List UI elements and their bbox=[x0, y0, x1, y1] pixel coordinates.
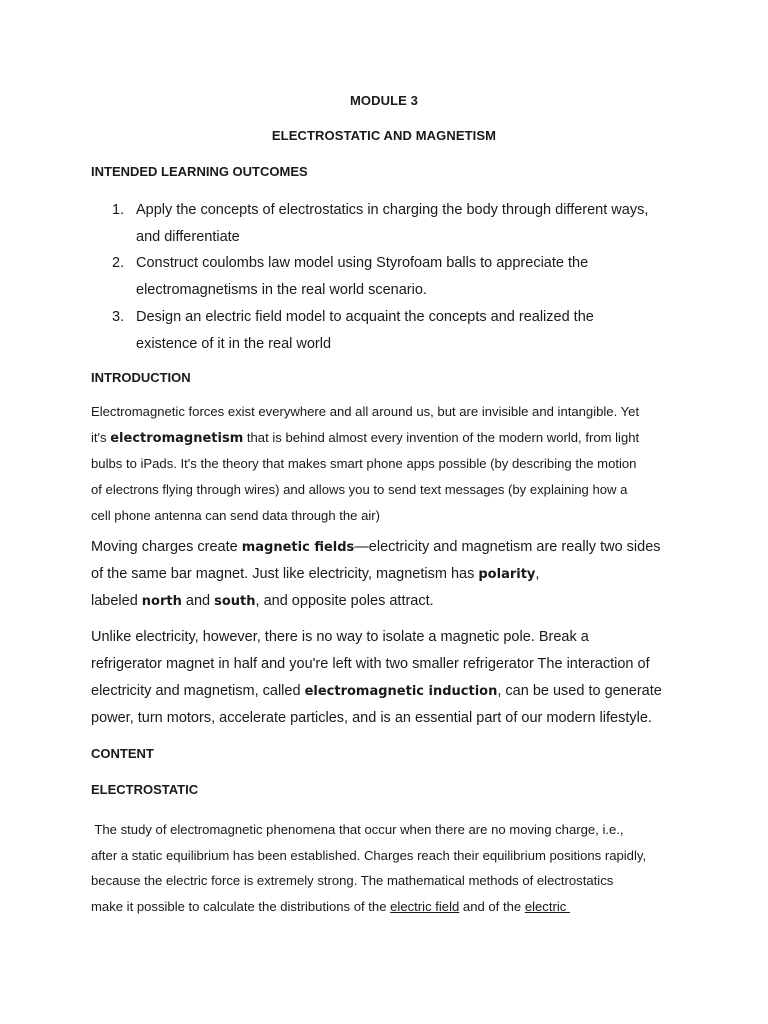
content-paragraph-1 bbox=[91, 817, 691, 920]
list-item-number: 3. bbox=[112, 308, 125, 325]
paragraph-line: of electrons flying through wires) and allows you to send text messages (by explaining how a bbox=[91, 482, 628, 498]
list-item bbox=[91, 250, 691, 303]
text-run: and bbox=[181, 593, 215, 609]
text-run: of the same bar magnet. Just like electricity, magnetism has bbox=[91, 566, 479, 582]
paragraph-line: because the electric force is extremely strong. The mathematical methods of electrostatics bbox=[91, 873, 614, 889]
emphasis-term: electromagnetic induction bbox=[304, 684, 498, 699]
paragraph-line: power, turn motors, accelerate particles, and is an essential part of our modern lifestyle. bbox=[91, 710, 652, 726]
list-item-line: and differentiate bbox=[136, 228, 240, 245]
text-run: —electricity and magnetism are really two sides bbox=[354, 539, 661, 555]
paragraph-line: bulbs to iPads. It's the theory that makes smart phone apps possible (by describing the motion bbox=[91, 456, 637, 472]
text-run: electricity and magnetism, called bbox=[91, 683, 305, 699]
emphasis-term: south bbox=[214, 594, 256, 609]
paragraph-line bbox=[91, 534, 691, 561]
electric-link[interactable]: electric bbox=[524, 899, 570, 915]
paragraph-line bbox=[91, 894, 691, 920]
emphasis-term: polarity bbox=[478, 567, 536, 582]
paragraph-line: Electromagnetic forces exist everywhere and all around us, but are invisible and intangible. Yet bbox=[91, 404, 640, 419]
paragraph-line: Unlike electricity, however, there is no way to isolate a magnetic pole. Break a bbox=[91, 629, 589, 645]
content-heading: CONTENT bbox=[91, 746, 154, 761]
text-run: , can be used to generate bbox=[497, 683, 662, 699]
paragraph-line: cell phone antenna can send data through the air) bbox=[91, 507, 381, 523]
text-run: Moving charges create bbox=[91, 539, 242, 555]
list-item-line: Apply the concepts of electrostatics in charging the body through different ways, bbox=[136, 202, 649, 218]
list-item bbox=[91, 197, 691, 250]
outcomes-heading: INTENDED LEARNING OUTCOMES bbox=[91, 164, 308, 179]
intro-paragraph-3 bbox=[91, 624, 691, 732]
outcomes-list bbox=[91, 197, 691, 357]
emphasis-term: electromagnetism bbox=[110, 430, 244, 446]
paragraph-line bbox=[91, 678, 691, 705]
list-item-number: 2. bbox=[112, 255, 125, 272]
text-run: make it possible to calculate the distributions of the bbox=[91, 899, 391, 915]
module-label: MODULE 3 bbox=[350, 93, 418, 108]
module-title: ELECTROSTATIC AND MAGNETISM bbox=[271, 128, 497, 143]
emphasis-term: magnetic fields bbox=[241, 540, 355, 555]
paragraph-line: The study of electromagnetic phenomena that occur when there are no moving charge, i.e., bbox=[91, 822, 624, 837]
intro-paragraph-2 bbox=[91, 534, 691, 615]
list-item-number: 1. bbox=[112, 202, 125, 218]
list-item-line: Construct coulombs law model using Styrofoam balls to appreciate the bbox=[136, 255, 589, 272]
introduction-heading: INTRODUCTION bbox=[91, 370, 191, 385]
text-run: that is behind almost every invention of the modern world, from light bbox=[243, 429, 640, 445]
paragraph-line: after a static equilibrium has been established. Charges reach their equilibrium positions rapidly, bbox=[91, 847, 647, 863]
emphasis-term: north bbox=[141, 594, 182, 609]
list-item-line: Design an electric field model to acquaint the concepts and realized the bbox=[136, 308, 594, 325]
text-run: it's bbox=[91, 429, 111, 445]
paragraph-line bbox=[91, 561, 691, 588]
paragraph-line bbox=[91, 425, 691, 452]
text-run: , bbox=[535, 566, 540, 582]
text-run: , and opposite poles attract. bbox=[255, 593, 434, 609]
list-item bbox=[91, 304, 691, 357]
list-item-line: electromagnetisms in the real world scenario. bbox=[136, 282, 427, 299]
list-item-line: existence of it in the real world bbox=[136, 335, 332, 352]
text-run: labeled bbox=[91, 593, 142, 609]
text-run: and of the bbox=[459, 899, 525, 915]
paragraph-line bbox=[91, 588, 691, 615]
paragraph-line: refrigerator magnet in half and you're left with two smaller refrigerator The interaction of bbox=[91, 656, 650, 672]
electrostatic-heading: ELECTROSTATIC bbox=[91, 782, 199, 797]
electric-field-link[interactable]: electric field bbox=[390, 899, 460, 915]
intro-paragraph-1 bbox=[91, 399, 691, 529]
